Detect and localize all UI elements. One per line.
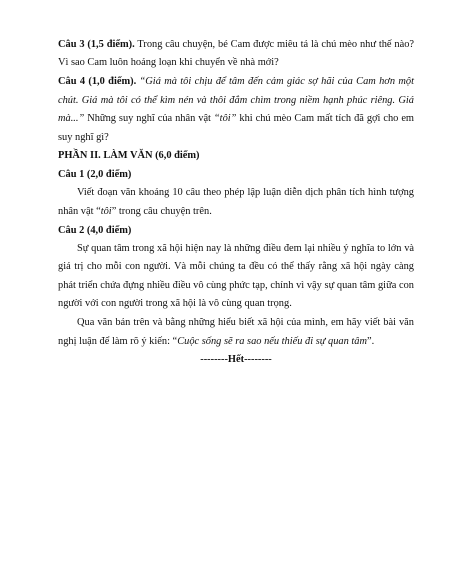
question-3: [58, 36, 414, 73]
essay-question-1-toi: tôi: [100, 205, 112, 217]
essay-question-2-paragraph-1: Sự quan tâm trong xã hội hiện nay là những điều đem lại nhiều ý nghĩa to lớn và giá trị cho mỗi con người. Và mỗi chúng ta đều có thể thấy rằng xã hội ngày càng phát triển chứa đựng nhiều điều vô cùng phức tạp, chính vì vậy sự quan tâm giữa con người với con người trong xã hội là vô cùng quan trọng.: [58, 242, 414, 310]
essay-question-2-heading: Câu 2 (4,0 điểm): [58, 224, 132, 236]
essay-question-1-text-after: ” trong câu chuyện trên.: [111, 205, 212, 217]
question-4-quote: “Giá mà tôi chịu để tâm đến cảm giác sợ hãi của Cam hơn một chút. Giá mà tôi có thể kìm nén và thôi đắm chìm trong niềm hạnh phúc riêng. Giá mà...”: [58, 76, 414, 125]
essay-question-1-heading: Câu 1 (2,0 điểm): [58, 168, 132, 180]
part-2-heading: PHẦN II. LÀM VĂN (6,0 điểm): [58, 150, 200, 162]
exam-page: [58, 36, 414, 370]
question-4: [58, 73, 414, 147]
question-4-text-after: khi chú mèo Cam mất tích đã gợi cho em suy nghĩ gì?: [58, 113, 415, 143]
end-mark: --------Hết--------: [200, 354, 272, 366]
question-4-label: Câu 4 (1,0 điểm).: [58, 76, 137, 88]
essay-question-2-text-after: ”.: [367, 335, 375, 347]
question-4-text-before: Những suy nghĩ của nhân vật: [84, 113, 214, 125]
question-3-label: Câu 3 (1,5 điểm).: [58, 39, 135, 50]
question-3-text: Trong câu chuyện, bé Cam được miêu tả là chú mèo như thế nào? Vì sao Cam luôn hoảng loạn khi chuyển về nhà mới?: [58, 39, 414, 69]
essay-question-1-text-before: Viết đoạn văn khoảng 10 câu theo phép lập luận diễn dịch phân tích hình tượng nhân vật “: [58, 187, 414, 217]
essay-question-2-paragraph-2: [58, 314, 414, 351]
essay-question-1-text: [58, 184, 414, 221]
essay-question-2-quote: Cuộc sống sẽ ra sao nếu thiếu đi sự quan tâm: [177, 335, 367, 347]
question-4-toi: “tôi”: [213, 113, 237, 125]
essay-question-2-text-before: Qua văn bản trên và bằng những hiểu biết xã hội của mình, em hãy viết bài văn nghị luận để làm rõ ý kiến: “: [58, 317, 414, 347]
